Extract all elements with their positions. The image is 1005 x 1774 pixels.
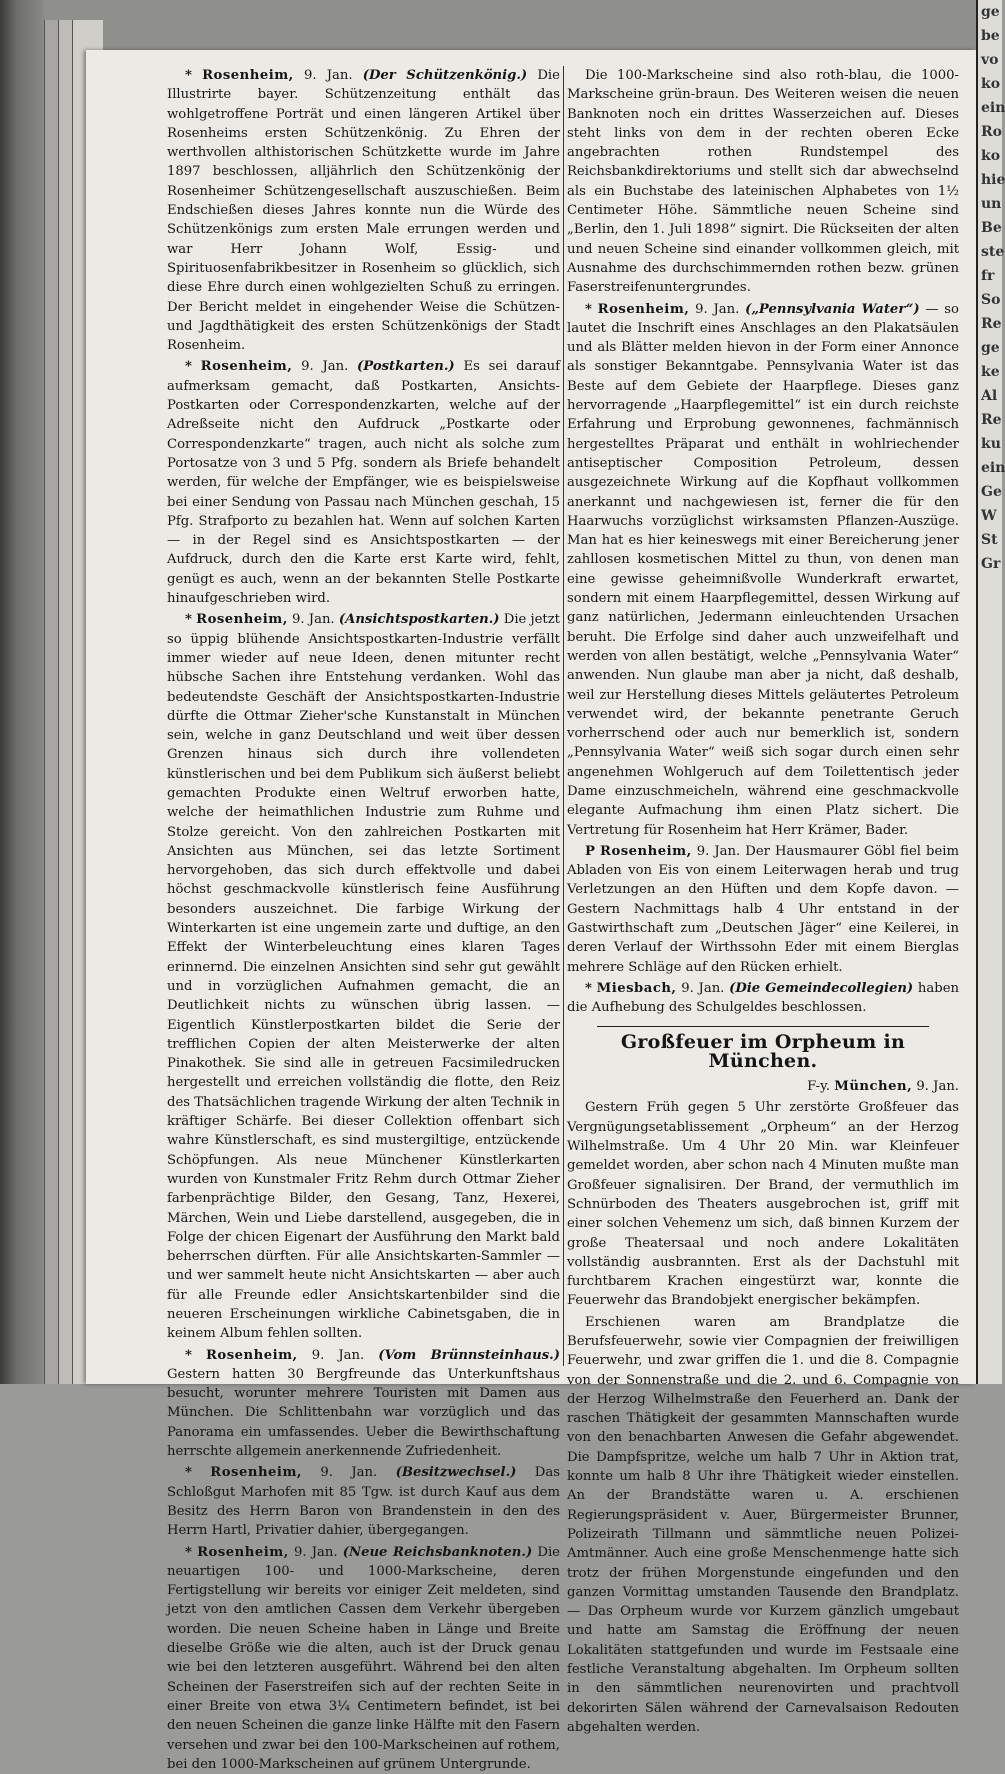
edge-text-fragment: ko [981,148,1001,164]
item-date: 9. Jan. [301,359,349,375]
news-item [167,66,560,355]
item-topic: (Besitzwechsel.) [395,1465,517,1481]
item-marker: * [185,1465,192,1481]
item-marker: * [185,612,192,628]
section-rule [597,1026,929,1027]
item-text: Die jetzt so üppig blühende Ansichtspostkarten-Industrie verfällt immer wieder auf neue Ideen, denen mitunter recht hübsche Sachen ihre Entstehung verdanken. Wohl das bedeutendste Geschäft der Ansichtspostkarten-Industrie dürfte die Ottmar Zieher'sche Kunstanstalt in München sein, welche in ganz Deutschland und weit über dessen Grenzen hinaus sich durch ihre vollendeten künstlerischen und bei dem Publikum sich äußerst beliebt gemachten Produkte einen Weltruf erworben hatte, welche der heimathlichen Industrie zum Ruhme und Stolze gereicht. Von den zahlreichen Postkarten mit Ansichten aus München, sei das letzte Sortiment hervorgehoben, das sich durch effektvolle und dabei höchst geschmackvolle künstlerisch feine Ausführung besonders auszeichnet. Die farbige Wirkung der Winterkarten ist eine ungemein zarte und duftige, an den Effekt der Winterbeleuchtung eines klaren Tages erinnernd. Die einzelnen Ansichten sind sehr gut gewählt und in vorzüglichen Aufnahmen gemacht, die an Deutlichkeit nichts zu wünschen übrig lassen. — Eigentlich Künstlerpostkarten bildet die Serie der trefflichen Copien der alten Meisterwerke der alten Pinakothek. Sie sind alle in getreuen Facsimiledrucken hergestellt und erreichen vollständig die flotte, den Reiz des Thatsächlichen tragende Wirkung der alten Technik in kräftiger Schärfe. Bei dieser Collektion offenbart sich wahre Künstlerschaft, es sind mustergiltige, entzückende Schöpfungen. Als neue Münchener Künstlerkarten wurden von Kunstmaler Fritz Rehm durch Ottmar Zieher farbenprächtige Bilder, den Gesang, Tanz, Hexerei, Märchen, Wein und Liebe darstellend, ausgegeben, die in Folge der chicen Eigenart der Ausführung den Markt bald beherrschen dürften. Für alle Ansichtskarten-Sammler — und wer sammelt heute nicht Ansichtskarten — aber auch für alle Freunde edler Ansichtskartenbilder sind die neueren Erscheinungen wirkliche Cabinetsgaben, die in keinem Album fehlen sollten. [167,612,560,1342]
item-marker: * [185,1347,192,1363]
edge-text-fragment: fr [981,268,995,284]
edge-text-fragment: St [981,532,998,548]
item-date: 9. Jan. [681,980,725,996]
article-paragraph: Erschienen waren am Brandplatze die Berufsfeuerwehr, sowie vier Compagnien der freiwilligen Feuerwehr, und zwar griffen die 1. und die 8. Compagnie von der Sonnenstraße und die 2. und 6. Compagnie von der Herzog Wilhelmstraße den Feuerherd an. Dank der raschen Thätigkeit der gesammten Mannschaften wurde von den benachbarten Anwesen die Gefahr abgewendet. Die Dampfspritze, welche um halb 7 Uhr in Aktion trat, konnte um halb 8 Uhr ihre Thätigkeit wieder einstellen. An der Brandstätte waren u. A. erschienen Regierungspräsident v. Auer, Bürgermeister Brunner, Polizeirath Tillmann und sämmtliche neuen Polizei-Amtmänner. Auch eine große Menschenmenge hatte sich trotz der frühen Morgenstunde eingefunden und den ganzen Vormittag umstanden Tausende den Brandplatz. — Das Orpheum wurde vor Kurzem gänzlich umgebaut und hatte am Samstag die Eröffnung der neuen Lokalitäten stattgefunden und wurde im Festsaale eine festliche Veranstaltung abgehalten. Im Orpheum sollten in den sämmtlichen neurenovirten und prachtvoll dekorirten Sälen während der Carnevalsaison Redouten abgehalten werden. [567,1314,959,1735]
item-text: Die 100-Markscheine sind also roth-blau, die 1000-Markscheine grün-braun. Des Weiteren weisen die neuen Banknoten noch ein drittes Wasserzeichen auf. Dieses steht links von dem in der rechten oberen Ecke angebrachten rothen Rundstempel des Reichsbankdirektoriums und stellt sich dar abwechselnd als ein Buchstabe des lateinischen Alphabetes von 1½ Centimeter Höhe. Sämmtliche neuen Scheine sind „Berlin, den 1. Juli 1898“ signirt. Die Rückseiten der alten und neuen Scheine sind einander vollkommen gleich, mit Ausnahme des durchschimmernden rothen bezw. grünen Faserstreifenuntergrundes. [567,68,959,296]
item-place: Rosenheim, [197,1544,289,1560]
item-marker: * [185,359,192,375]
news-item [567,66,959,298]
dateline-date: 9. Jan. [916,1079,959,1095]
edge-text-fragment: Be [981,220,1002,236]
column-divider [563,66,564,1366]
item-date: 9. Jan. [293,1544,338,1560]
item-place: Rosenheim, [200,359,293,375]
item-date: 9. Jan. [320,1465,378,1481]
item-place: Rosenheim, [196,612,288,628]
news-item [167,1543,560,1774]
edge-text-fragment: ein [981,460,1005,476]
edge-text-fragment: be [981,28,1000,44]
left-column [167,66,560,1774]
news-item [167,1463,560,1540]
edge-text-fragment: ge [981,4,1000,20]
edge-text-fragment: Al [981,388,998,404]
item-text: — so lautet die Inschrift eines Anschlages an den Plakatsäulen und als Blätter melden hievon in der Form einer Annonce als sonstiger Bekanntgabe. Pennsylvania Water ist das Beste auf dem Gebiete der Haarpflege. Dieses ganz hervorragende „Haarpflegemittel“ ist ein durch reichste Erfahrung und Erprobung gewonnenes, fachmännisch hergestelltes Präparat und enthält in wohlriechender antiseptischer Composition Petroleum, dessen ausgezeichnete Wirkung auf die Kopfhaut vollkommen anerkannt und nachgewiesen ist, ferner die für den Haarwuchs vorzüglichst wirksamsten Pflanzen-Auszüge. Man hat es hier keineswegs mit einer Bereicherung jener zahllosen kosmetischen Mittel zu thun, von denen man eine gewisse geheimnißvolle Wunderkraft erwartet, sondern mit einem Haarpflegemittel, dessen Wirkung auf ganz natürlichen, Jedermann einleuchtenden Ursachen beruht. Die Erfolge sind daher auch unzweifelhaft und werden von allen bestätigt, welche „Pennsylvania Water“ anwenden. Nun glaube man aber ja nicht, daß deshalb, weil zur Herstellung dieses Mittels geläutertes Petroleum verwendet wird, der bekannte penetrante Geruch vorherrschend oder auch nur bemerklich ist, sondern „Pennsylvania Water“ weiß sich sogar durch einen sehr angenehmen Wohlgeruch auf dem Toilettentisch jeder Dame einzuschmeicheln, während eine geschmackvolle elegante Aufmachung ihm einen Platz sichert. Die Vertretung für Rosenheim hat Herr Krämer, Bader. [567,301,959,838]
edge-text-fragment: ke [981,364,1000,380]
item-place: Rosenheim, [202,68,294,83]
adjacent-page-edge [976,0,1005,1384]
item-date: 9. Jan. [696,843,741,859]
article-dateline [567,1077,959,1096]
item-place: Rosenheim, [599,843,692,859]
item-text: Die Illustrirte bayer. Schützenzeitung enthält das wohlgetroffene Porträt und einen längeren Artikel über Rosenheims ersten Schützenkönig. Zu Ehren der werthvollen althistorischen Schützkette wurde im Jahre 1897 beschlossen, alljährlich den Schützenkönig der Rosenheimer Schützengesellschaft auszuschießen. Beim Endschießen dieses Jahres konnte nun die Würde des Schützenkönigs zum ersten Male errungen werden und war Herr Johann Wolf, Essig- und Spirituosenfabrikbesitzer in Rosenheim so glücklich, sich diese Ehre durch einen wohlgezielten Schuß zu erringen. Der Bericht meldet in eingehender Weise die Schützen- und Jagdthätigkeit des ersten Schützenkönigs der Stadt Rosenheim. [167,68,560,354]
item-text: Die neuartigen 100- und 1000-Markscheine, deren Fertigstellung wir bereits vor einiger Zeit meldeten, sind jetzt von den amtlichen Cassen dem Verkehr übergeben worden. Die neuen Scheine haben in Länge und Breite dieselbe Größe wie die alten, auch ist der Druck genau wie bei den letzteren ausgeführt. Während bei den alten Scheinen der Faserstreifen sich auf der rechten Seite in einer Breite von etwa 3¼ Centimetern befindet, ist bei den neuen Scheinen die ganze linke Hälfte mit den Fasern versehen und zwar bei den 100-Markscheinen auf rothem, bei den 1000-Markscheinen auf grünem Untergrunde. [167,1544,560,1772]
item-date: 9. Jan. [292,612,335,628]
article-headline: Großfeuer im Orpheum in München. [620,1030,906,1072]
item-place: Miesbach, [596,980,677,996]
edge-text-fragment: So [981,292,1001,308]
item-topic: (Die Gemeindecollegien) [729,980,914,996]
edge-text-fragment: ge [981,340,1000,356]
dateline-place: München, [834,1079,913,1095]
item-marker: P [585,843,595,859]
item-topic: (Ansichtspostkarten.) [338,612,500,628]
item-date: 9. Jan. [303,68,353,83]
edge-text-fragment: un [981,196,1002,212]
item-marker: * [185,68,192,83]
news-item [167,610,560,1343]
item-place: Rosenheim, [597,301,690,317]
edge-text-fragment: ein [981,100,1005,116]
item-marker: * [585,301,592,317]
item-topic: („Pennsylvania Water“) [745,301,920,317]
edge-text-fragment: hie [981,172,1005,188]
item-text: Der Hausmaurer Göbl fiel beim Abladen von Eis von einem Leiterwagen herab und trug Verletzungen an den Hüften und dem Kopfe davon. — Gestern Nachmittags halb 4 Uhr entstand in der Gastwirthschaft zum „Deutschen Jäger“ eine Keilerei, in deren Verlauf der Wirthssohn Eder mit einem Bierglas mehrere Schläge auf den Rücken erhielt. [567,843,959,975]
item-date: 9. Jan. [695,301,740,317]
item-topic: (Vom Brünnsteinhaus.) [378,1347,560,1363]
edge-text-fragment: Re [981,412,1002,428]
item-text: Es sei darauf aufmerksam gemacht, daß Postkarten, Ansichts-Postkarten oder Correspondenzkarten, welche auf der Adreßseite nicht den Aufdruck „Postkarte oder Correspondenzkarte“ tragen, auch nicht als solche zum Portosatze von 3 und 5 Pfg. sondern als Briefe behandelt werden, für welche der Empfänger, wie es beispielsweise bei einer Sendung von Passau nach München geschah, 15 Pfg. Strafporto zu bezahlen hat. Wenn auf solchen Karten — in der Regel sind es Ansichtspostkarten — der Aufdruck, durch den die Karte erst Karte wird, fehlt, genügt es auch, wenn an der bekannten Stelle Postkarte hinaufgeschrieben wird. [167,359,560,607]
item-text: haben die Aufhebung des Schulgeldes beschlossen. [567,980,959,1016]
article-paragraph: Gestern Früh gegen 5 Uhr zerstörte Großfeuer das Vergnügungsetablissement „Orpheum“ an der Herzog Wilhelmstraße. Um 4 Uhr 20 Min. war Kleinfeuer gemeldet worden, aber schon nach 4 Minuten mußte man Großfeuer signalisiren. Der Brand, der vermuthlich im Schnürboden des Theaters ausgebrochen ist, griff mit einer solchen Vehemenz um sich, daß binnen Kurzem der große Theatersaal und noch andere Lokalitäten vollständig ausbrannten. Erst als der Dachstuhl mit furchtbarem Krachen eingestürzt war, konnte die Feuerwehr das Brandobjekt energischer bekämpfen. [567,1100,959,1309]
right-column [567,66,959,1737]
edge-text-fragment: ku [981,436,1001,452]
item-marker: * [585,980,592,996]
edge-text-fragment: Ge [981,484,1002,500]
item-text: Gestern hatten 30 Bergfreunde das Unterkunftshaus besucht, worunter mehrere Touristen mit Damen aus München. Die Schlittenbahn war vorzüglich und das Panorama ein umfassendes. Ueber die Bewirthschaftung herrschte allgemein anerkennende Zufriedenheit. [167,1366,560,1460]
item-topic: (Postkarten.) [357,359,455,375]
news-item [567,300,959,840]
edge-text-fragment: ko [981,76,1001,92]
edge-text-fragment: Gr [981,556,1001,572]
edge-text-fragment: vo [981,52,999,68]
book-binding [0,0,44,1384]
edge-text-fragment: Ro [981,124,1002,140]
local-news-list [567,66,959,1018]
item-topic: (Der Schützenkönig.) [362,68,528,83]
item-date: 9. Jan. [311,1347,365,1363]
item-topic: (Neue Reichsbanknoten.) [342,1544,533,1560]
item-text: Das Schloßgut Marhofen mit 85 Tgw. ist durch Kauf aus dem Besitz des Herrn Baron von Brandenstein in den des Herrn Hartl, Privatier dahier, übergegangen. [167,1465,560,1539]
edge-text-fragment: W [981,508,997,524]
fire-article [567,1030,959,1738]
news-item [567,842,959,977]
dateline-prefix: F-y. [807,1079,831,1095]
edge-text-fragment: Re [981,316,1002,332]
news-item [567,979,959,1018]
edge-text-fragment: ste [981,244,1005,260]
item-place: Rosenheim, [205,1347,298,1363]
news-item [167,357,560,608]
item-marker: * [185,1544,192,1560]
news-item [167,1346,560,1462]
item-place: Rosenheim, [210,1465,302,1481]
